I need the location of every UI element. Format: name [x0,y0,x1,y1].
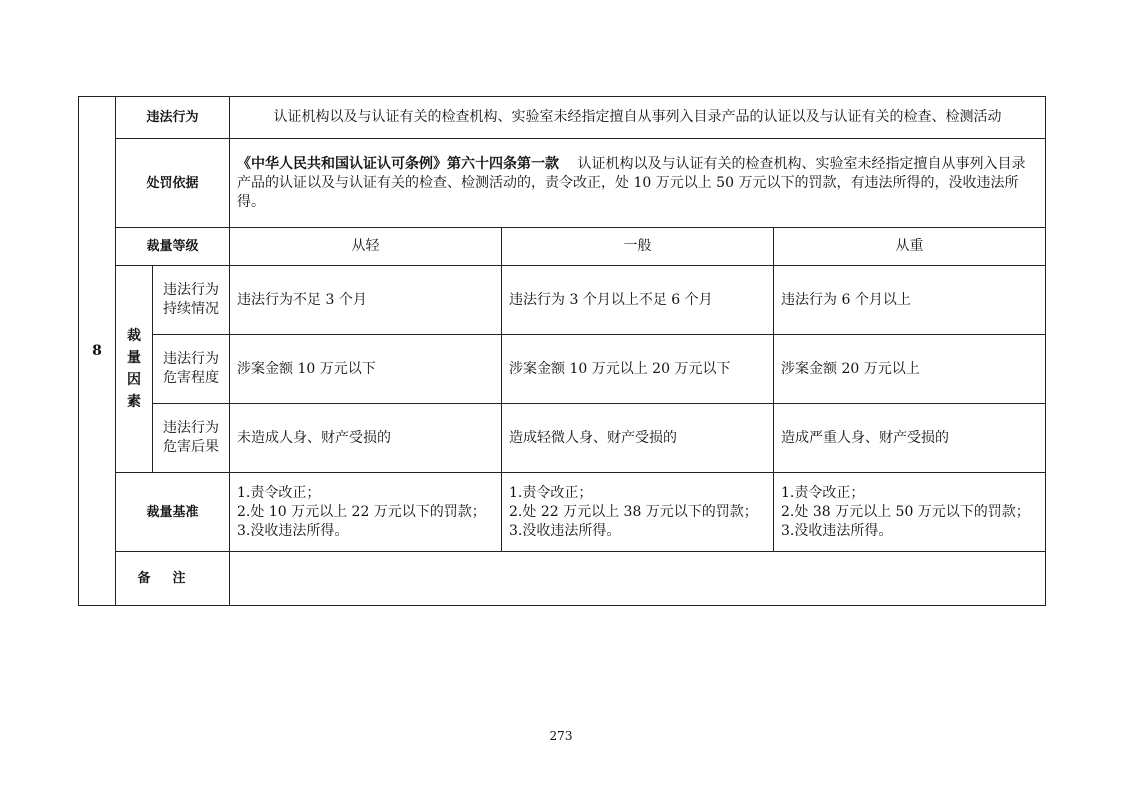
basis-cell [230,139,1046,228]
factors-label-char: 因 [127,372,141,388]
violation-label: 违法行为 [116,97,230,139]
item-number: 8 [79,97,116,606]
standard-row [79,473,1046,552]
standard-line: 3.没收违法所得。 [237,522,349,539]
factor-duration-heavy: 违法行为 6 个月以上 [774,266,1046,335]
factors-label [116,266,153,473]
basis-text: 认证机构以及与认证有关的检查机构、实验室未经指定擅自从事列入目录产品的认证以及与认证有关的检查、检测活动的，责令改正，处 10 万元以上 50 万元以下的罚款，有违法所得的，没收违法所得。 [237,155,1026,210]
remarks-label: 备注 [116,552,230,606]
penalty-discretion-table [78,96,1046,606]
factor-severity-normal: 涉案金额 10 万元以上 20 万元以下 [502,335,774,404]
factor-label-duration [153,266,230,335]
factor-label-line: 危害后果 [163,439,219,455]
standard-line: 1.责令改正； [509,484,593,501]
standard-label: 裁量基准 [116,473,230,552]
standard-line: 2.处 38 万元以上 50 万元以下的罚款； [781,503,1030,520]
remarks-row [79,552,1046,606]
violation-text: 认证机构以及与认证有关的检查机构、实验室未经指定擅自从事列入目录产品的认证以及与认证有关的检查、检测活动 [230,97,1046,139]
standard-light [230,473,502,552]
standard-line: 2.处 22 万元以上 38 万元以下的罚款； [509,503,758,520]
violation-row [79,97,1046,139]
factor-severity-light: 涉案金额 10 万元以下 [230,335,502,404]
standard-line: 1.责令改正； [781,484,865,501]
standard-line: 2.处 10 万元以上 22 万元以下的罚款； [237,503,486,520]
factor-label-line: 危害程度 [163,370,219,386]
page-number: 273 [549,729,573,743]
factor-consequence-light: 未造成人身、财产受损的 [230,404,502,473]
factor-duration-light: 违法行为不足 3 个月 [230,266,502,335]
factor-label-consequence [153,404,230,473]
factors-label-char: 裁 [127,328,141,344]
basis-law: 《中华人民共和国认证认可条例》第六十四条第一款 [237,155,560,172]
standard-normal [502,473,774,552]
standard-line: 3.没收违法所得。 [781,522,893,539]
factor-severity-heavy: 涉案金额 20 万元以上 [774,335,1046,404]
standard-line: 3.没收违法所得。 [509,522,621,539]
basis-row [79,139,1046,228]
grade-row [79,228,1046,266]
factor-consequence-normal: 造成轻微人身、财产受损的 [502,404,774,473]
factor-label-line: 违法行为 [163,282,219,298]
factor-label-severity [153,335,230,404]
standard-line: 1.责令改正； [237,484,321,501]
grade-light: 从轻 [230,228,502,266]
grade-normal: 一般 [502,228,774,266]
factors-label-char: 量 [127,350,141,366]
factors-label-char: 素 [127,394,141,410]
factor-label-line: 违法行为 [163,351,219,367]
factor-row-duration [79,266,1046,335]
basis-label: 处罚依据 [116,139,230,228]
grade-heavy: 从重 [774,228,1046,266]
factor-row-severity [79,335,1046,404]
factor-duration-normal: 违法行为 3 个月以上不足 6 个月 [502,266,774,335]
factor-label-line: 持续情况 [163,301,219,317]
factor-consequence-heavy: 造成严重人身、财产受损的 [774,404,1046,473]
standard-heavy [774,473,1046,552]
factor-label-line: 违法行为 [163,420,219,436]
remarks-text [230,552,1046,606]
factor-row-consequence [79,404,1046,473]
grade-label: 裁量等级 [116,228,230,266]
